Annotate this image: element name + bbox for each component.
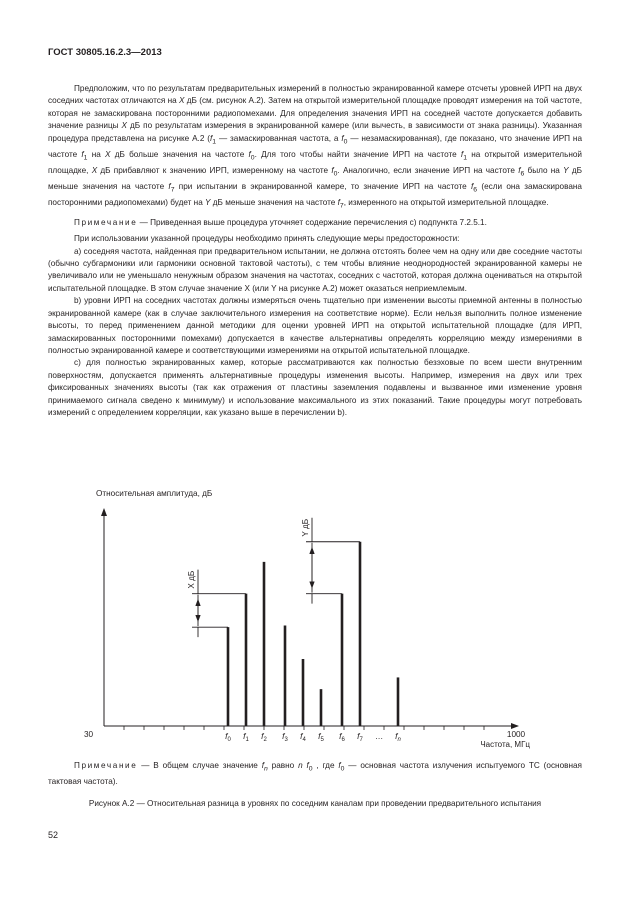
paragraph-item-b: b) уровни ИРП на соседних частотах должны измеряться очень тщательно при изменении высоты приемной антенны в полностью экранированной камере (как в случае заключительного измерения на соответствие норме). Если нельзя выполнить полное изменение высоты, то перед применением данной методики для оценки уровней ИРП на открытой испытательной площадке (для ИРП, замаскированных посторонними помехами) допускается в качестве альтернативы определять корреляцию между измерениями в полностью экранированной камере и соответствующими измерениями на открытой испытательной площадке. xyxy=(48,296,582,355)
category-label-f3: $f_3$ xyxy=(282,731,288,743)
category-label-fn: $f_n$ xyxy=(395,731,401,743)
y-axis-label: Относительная амплитуда, дБ xyxy=(96,489,213,498)
note-1-label: Примечание xyxy=(74,217,138,227)
note-2 xyxy=(48,760,582,788)
note-1 xyxy=(48,217,582,229)
note-1-text: — Приведенная выше процедура уточняет содержание перечисления с) подпункта 7.2.5.1. xyxy=(137,217,487,227)
note-2-label: Примечание xyxy=(74,761,138,770)
category-label-f5: $f_5$ xyxy=(318,731,324,743)
annotation-label: X дБ xyxy=(187,570,196,589)
x-start-tick-label: 30 xyxy=(84,730,94,739)
note-2-text: — В общем случае значение $f_n$ равно n $f_0$ , где $f_0$ — основная частота излучения испытуемого ТС (основная тактовая частота). xyxy=(48,761,582,787)
figure-caption: Рисунок А.2 — Относительная разница в уровнях по соседним каналам при проведении предварительного испытания xyxy=(88,799,542,808)
paragraph-item-a: a) соседняя частота, найденная при предварительном испытании, не должна отстоять более чем на одну или две соседние частоты (обычно субгармоники или гармоники основной тактовой частоты), с тем чтобы влияние неоднородностей экранированной камеры не увеличивало или не уменьшало ненужным образом значения на частотах, соседних с частотой, которая должна оцениваться на открытой испытательной площадке. В этом случае значение X (или Y на рисунке А.2) может оказаться неприемлемым. xyxy=(48,246,582,293)
page-number: 52 xyxy=(48,830,59,840)
chart-svg xyxy=(82,485,562,750)
document-header: ГОСТ 30805.16.2.3—2013 xyxy=(48,47,162,58)
category-label-f7: $f_7$ xyxy=(357,731,363,743)
paragraph-precautions: При использовании указанной процедуры необходимо принять следующие меры предосторожности: xyxy=(74,234,460,244)
paragraph-item-c: c) для полностью экранированных камер, которые рассматриваются как полностью безэховые по всем шести внутренним поверхностям, допускается применять альтернативные процедуры изменения высоты. Например, измерения на двух или трех фиксированных значениях высоты (так как отражения от пластины заземления подавлены и вызванное ими изменение уровня принимаемого сигнала сведено к минимуму) и использование максимального из этих показаний. Такие процедуры могут потребовать измерений с определением корреляции, как указано выше в перечислении b). xyxy=(48,358,582,417)
paragraph-procedure: Предположим, что по результатам предварительных измерений в полностью экранированной камере отсчеты уровней ИРП на двух соседних частотах отличаются на X дБ (см. рисунок А.2). Затем на открытой измерительной площадке проводят измерения на той частоте, которая не замаскирована посторонними радиопомехами. Для определения значения ИРП на соседней частоте допускается добавить значение разницы X дБ по результатам измерения в экранированной камере (или вычесть, в зависимости от знака разницы). Указанная процедура представлена на рисунке А.2 ($f_1$ — замаскированная частота, а $f_0$ — незамаскированная), где показано, что значение ИРП на частоте $f_1$ на X дБ больше значения на частоте $f_0$. Для того чтобы найти значение ИРП на частоте $f_1$ на открытой измерительной площадке, X дБ прибавляют к значению ИРП, измеренному на частоте $f_0$. Аналогично, если значение ИРП на частоте $f_6$ было на Y дБ меньше значения на частоте $f_7$ при испытании в экранированной камере, то значение ИРП на частоте $f_6$ (если она замаскирована посторонними радиопомехами) будет на Y дБ меньше значения на частоте $f_7$, измеренного на открытой измерительной площадке. xyxy=(48,84,583,210)
x-end-tick-label: 1000 xyxy=(506,730,526,739)
body-text xyxy=(48,83,582,419)
figure-a2-chart xyxy=(82,485,562,750)
category-label-…: … xyxy=(374,731,384,741)
category-label-f0: $f_0$ xyxy=(225,731,231,743)
category-label-f6: $f_6$ xyxy=(339,731,345,743)
category-label-f2: $f_2$ xyxy=(261,731,267,743)
x-axis-label: Частота, МГц xyxy=(480,740,530,749)
category-label-f1: $f_1$ xyxy=(243,731,249,743)
annotation-label: Y дБ xyxy=(301,518,310,537)
category-label-f4: $f_4$ xyxy=(300,731,306,743)
